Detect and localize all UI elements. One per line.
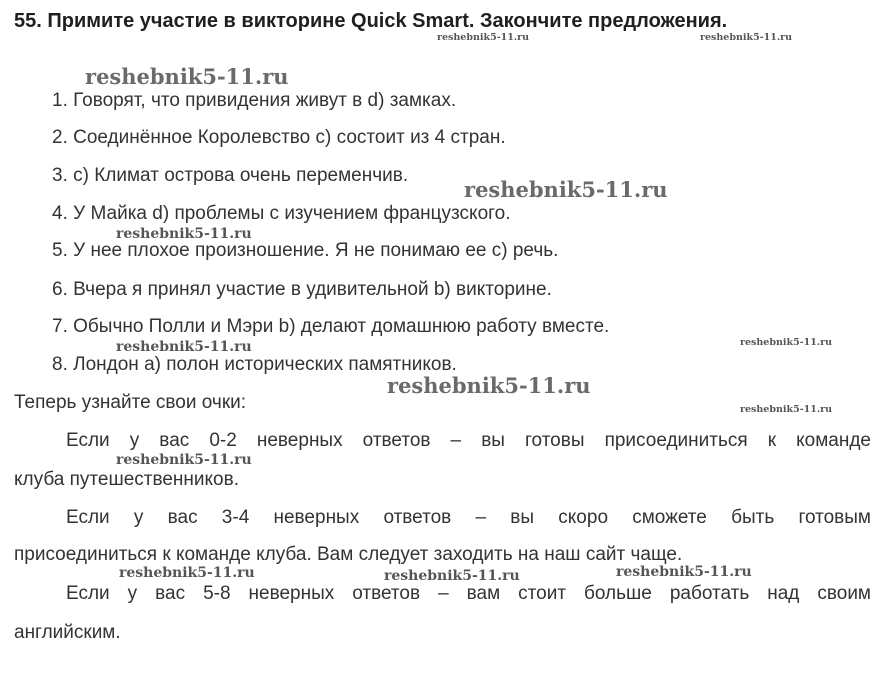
watermark: reshebnik5-11.ru xyxy=(116,226,252,242)
watermark: reshebnik5-11.ru xyxy=(387,373,591,398)
list-item: 2. Соединённое Королевство с) состоит из 4 стран. xyxy=(52,127,506,148)
watermark: reshebnik5-11.ru xyxy=(740,337,833,348)
result-line: Если у вас 5-8 неверных ответов – вам стоит больше работать над своим xyxy=(66,583,871,604)
result-line: Если у вас 3-4 неверных ответов – вы скоро сможете быть готовым xyxy=(66,507,871,528)
list-item: 5. У нее плохое произношение. Я не понимаю ее с) речь. xyxy=(52,240,559,261)
score-heading: Теперь узнайте свои очки: xyxy=(14,392,247,413)
watermark: reshebnik5-11.ru xyxy=(384,568,520,584)
list-item: 6. Вчера я принял участие в удивительной b) викторине. xyxy=(52,279,552,300)
list-item: 7. Обычно Полли и Мэри b) делают домашнюю работу вместе. xyxy=(52,316,610,337)
result-line: английским. xyxy=(14,622,121,643)
list-item: 4. У Майка d) проблемы с изучением французского. xyxy=(52,203,511,224)
watermark: reshebnik5-11.ru xyxy=(119,565,255,581)
exercise-title: 55. Примите участие в викторине Quick Smart. Закончите предложения. xyxy=(14,10,728,32)
result-line: клуба путешественников. xyxy=(14,469,239,490)
result-line: Если у вас 0-2 неверных ответов – вы готовы присоединиться к команде xyxy=(66,430,871,451)
watermark: reshebnik5-11.ru xyxy=(437,32,530,43)
result-line: присоединиться к команде клуба. Вам следует заходить на наш сайт чаще. xyxy=(14,544,683,565)
list-item: 8. Лондон а) полон исторических памятников. xyxy=(52,354,457,375)
watermark: reshebnik5-11.ru xyxy=(616,564,752,580)
watermark: reshebnik5-11.ru xyxy=(85,64,289,89)
watermark: reshebnik5-11.ru xyxy=(116,452,252,468)
list-item: 3. с) Климат острова очень переменчив. xyxy=(52,165,409,186)
list-item: 1. Говорят, что привидения живут в d) замках. xyxy=(52,90,457,111)
watermark: reshebnik5-11.ru xyxy=(700,32,793,43)
watermark: reshebnik5-11.ru xyxy=(116,339,252,355)
watermark: reshebnik5-11.ru xyxy=(464,177,668,202)
watermark: reshebnik5-11.ru xyxy=(740,404,833,415)
